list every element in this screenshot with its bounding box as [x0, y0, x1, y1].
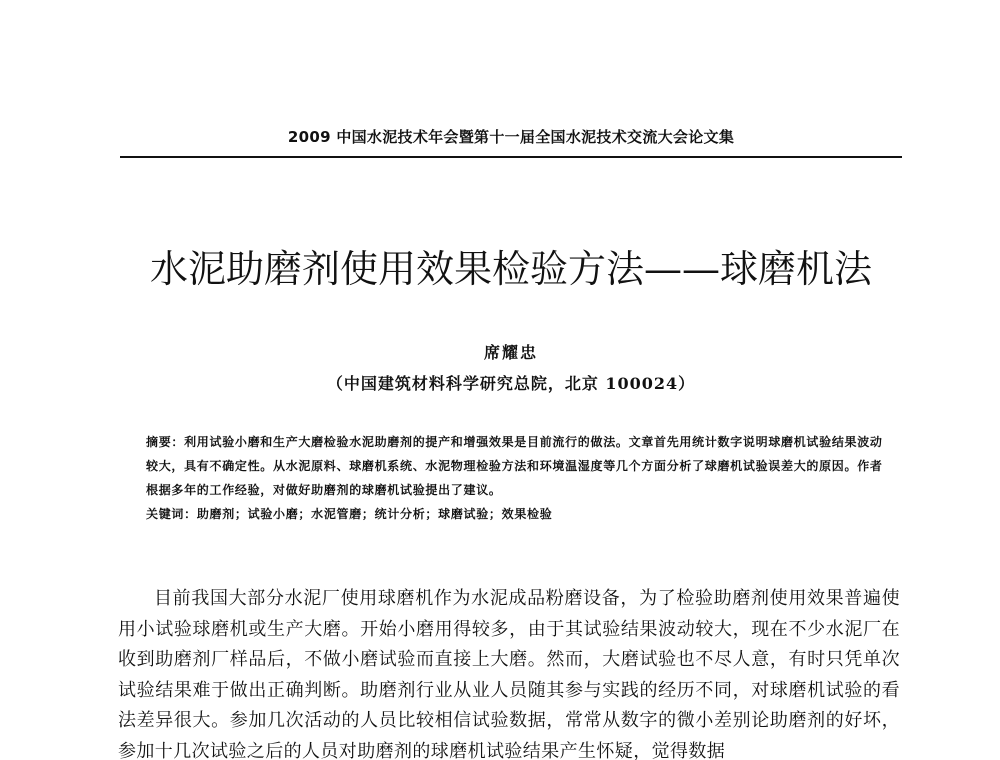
abstract-label: 摘要： [146, 435, 185, 449]
header-rule [120, 156, 902, 158]
running-header: 2009 中国水泥技术年会暨第十一届全国水泥技术交流大会论文集 [287, 128, 735, 146]
abstract-text: 利用试验小磨和生产大磨检验水泥助磨剂的提产和增强效果是目前流行的做法。文章首先用统计数字说明球磨机试验结果波动较大，具有不确定性。从水泥原料、球磨机系统、水泥物理检验方法和环境温湿度等几个方面分析了球磨机试验误差大的原因。作者根据多年的工作经验，对做好助磨剂的球磨机试验提出了建议。 [146, 435, 883, 497]
author-affiliation: （中国建筑材料科学研究总院，北京 100024） [326, 374, 696, 393]
abstract [146, 430, 886, 502]
keywords-label: 关键词： [146, 507, 197, 521]
body-paragraph: 目前我国大部分水泥厂使用球磨机作为水泥成品粉磨设备，为了检验助磨剂使用效果普遍使用小试验球磨机或生产大磨。开始小磨用得较多，由于其试验结果波动较大，现在不少水泥厂在收到助磨剂厂样品后，不做小磨试验而直接上大磨。然而，大磨试验也不尽人意，有时只凭单次试验结果难于做出正确判断。助磨剂行业从业人员随其参与实践的经历不同，对球磨机试验的看法差异很大。参加几次活动的人员比较相信试验数据，常常从数字的微小差别论助磨剂的好坏，参加十几次试验之后的人员对助磨剂的球磨机试验结果产生怀疑，觉得数据 [118, 588, 900, 760]
author-name: 席耀忠 [483, 343, 538, 362]
keywords-text: 助磨剂；试验小磨；水泥管磨；统计分析；球磨试验；效果检验 [196, 507, 553, 521]
paper-title: 水泥助磨剂使用效果检验方法——球磨机法 [149, 247, 872, 291]
keywords [146, 502, 886, 526]
